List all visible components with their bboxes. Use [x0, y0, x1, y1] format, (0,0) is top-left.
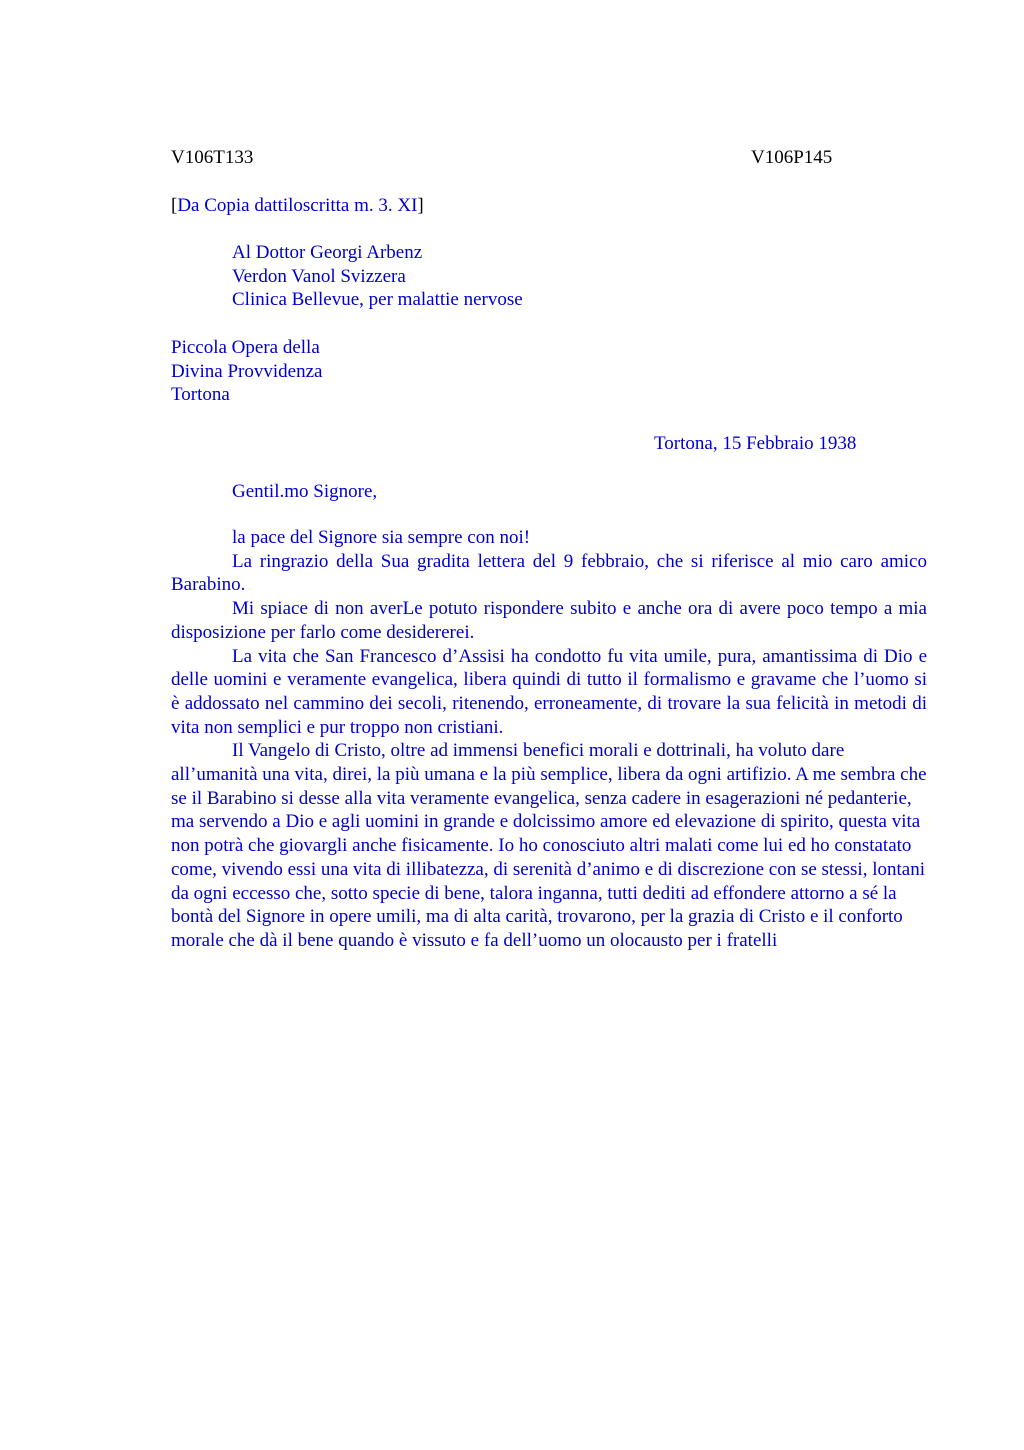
header-left-code: V106T133 — [171, 147, 254, 168]
header-right-code: V106P145 — [751, 147, 833, 168]
sender-line: Piccola Opera della — [171, 337, 320, 358]
sender-address — [171, 336, 322, 407]
recipient-line: Verdon Vanol Svizzera — [232, 265, 406, 287]
recipient-line: Clinica Bellevue, per malattie nervose — [232, 289, 523, 311]
body-paragraph: Mi spiace di non averLe potuto rispondere subito e anche ora di avere poco tempo a mia disposizione per farlo come desidererei. — [171, 598, 927, 643]
salutation: Gentil.mo Signore, — [232, 481, 378, 502]
source-note-text: Da Copia dattiloscritta m. 3. XI — [177, 195, 418, 216]
letter-body — [171, 526, 927, 953]
date-line: Tortona, 15 Febbraio 1938 — [654, 433, 857, 454]
sender-line: Divina Provvidenza — [171, 360, 323, 382]
source-note-close-bracket: ] — [417, 195, 424, 216]
source-note-open-bracket: [ — [171, 195, 178, 216]
body-paragraph: La ringrazio della Sua gradita lettera del 9 febbraio, che si riferisce al mio caro amico Barabino. — [171, 550, 927, 596]
source-note — [171, 194, 424, 218]
recipient-line: Al Dottor Georgi Arbenz — [232, 242, 423, 263]
recipient-address — [232, 241, 523, 312]
body-paragraph: Il Vangelo di Cristo, oltre ad immensi benefici morali e dottrinali, ha voluto dare all’umanità una vita, direi, la più umana e la più semplice, libera da ogni artifizio. A me sembra che se il Barabino si desse alla vita veramente evangelica, senza cadere in esagerazioni né pedanterie, ma servendo a Dio e agli uomini in grande e dolcissimo amore ed elevazione di spirito, questa vita non potrà che giovargli anche fisicamente. Io ho conosciuto altri malati come lui ed ho constatato come, vivendo essi una vita di illibatezza, di serenità d’animo e di discrezione con se stessi, lontani da ogni eccesso che, sotto specie di bene, talora inganna, tutti dediti ad effondere attorno a sé la bontà del Signore in opere umili, ma di alta carità, trovarono, per la grazia di Cristo e il conforto morale che dà il bene quando è vissuto e fa dell’uomo un olocausto per i fratelli — [171, 740, 927, 951]
body-paragraph: la pace del Signore sia sempre con noi! — [232, 527, 531, 548]
body-paragraph: La vita che San Francesco d’Assisi ha condotto fu vita umile, pura, amantissima di Dio e delle uomini e veramente evangelica, libera quindi di tutto il formalismo e gravame che l’uomo si è addossato nel cammino dei secoli, ritenendo, erroneamente, di trovare la sua felicità in metodi di vita non semplici e pur troppo non cristiani. — [171, 645, 927, 738]
sender-line: Tortona — [171, 384, 230, 406]
